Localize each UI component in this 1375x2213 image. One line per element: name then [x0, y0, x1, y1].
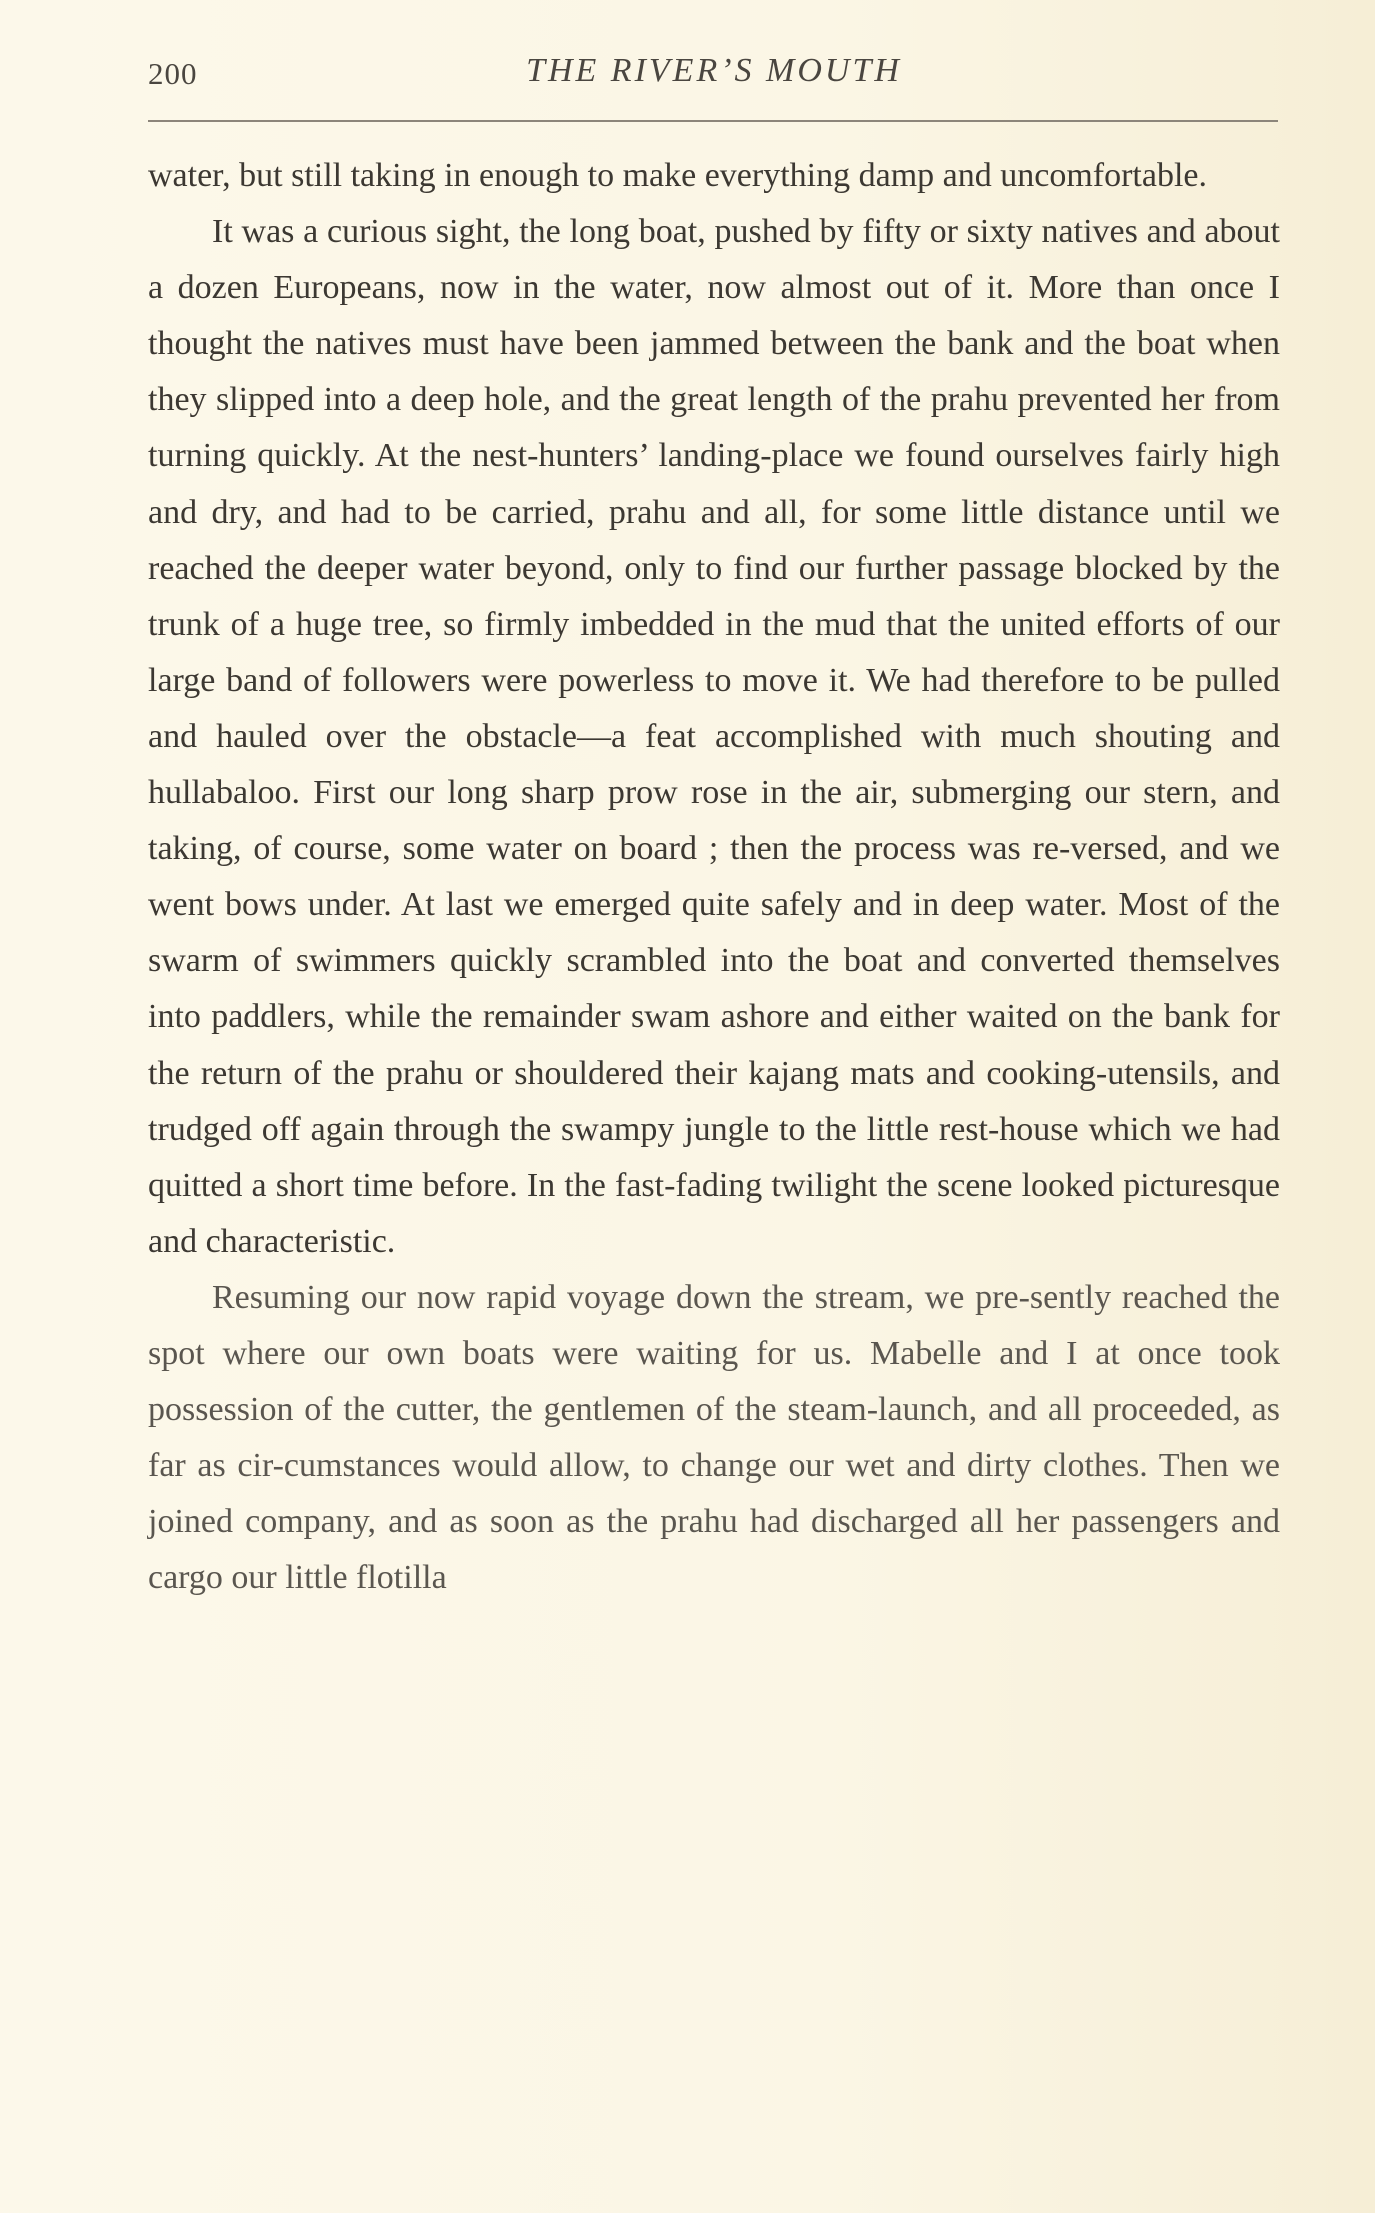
page-number: 200 — [148, 56, 198, 91]
running-title: THE RIVER’S MOUTH — [526, 52, 902, 89]
paragraph-3: Resuming our now rapid voyage down the stream, we pre-sently reached the spot where our own boats were waiting for us. Mabelle and I at once took possession of the cutter, the gentlemen of the steam-launch, and all proceeded, as far as cir-cumstances would allow, to change our wet and dirty clothes. Then we joined company, and as soon as the prahu had discharged all her passengers and cargo our little flotilla — [148, 1278, 1280, 1597]
paragraph-1: water, but still taking in enough to make everything damp and uncomfortable. — [148, 157, 1207, 194]
header-rule — [148, 120, 1278, 122]
paragraph-2: It was a curious sight, the long boat, pushed by fifty or sixty natives and about a dozen Europeans, now in the water, now almost out of it. More than once I thought the natives must have been jammed between the bank and the boat when they slipped into a deep hole, and the great length of the prahu prevented her from turning quickly. At the nest-hunters’ landing-place we found ourselves fairly high and dry, and had to be carried, prahu and all, for some little distance until we reached the deeper water beyond, only to find our further passage blocked by the trunk of a huge tree, so firmly imbedded in the mud that the united efforts of our large band of followers were powerless to move it. We had therefore to be pulled and hauled over the obstacle—a feat accomplished with much shouting and hullabaloo. First our long sharp prow rose in the air, submerging our stern, and taking, of course, some water on board ; then the process was re-versed, and we went bows under. At last we emerged quite safely and in deep water. Most of the swarm of swimmers quickly scrambled into the boat and converted themselves into paddlers, while the remainder swam ashore and either waited on the bank for the return of the prahu or shouldered their kajang mats and cooking-utensils, and trudged off again through the swampy jungle to the little rest-house which we had quitted a short time before. In the fast-fading twilight the scene looked picturesque and characteristic. — [148, 213, 1280, 1260]
body-text — [148, 148, 1280, 1606]
page-header — [148, 48, 1280, 108]
